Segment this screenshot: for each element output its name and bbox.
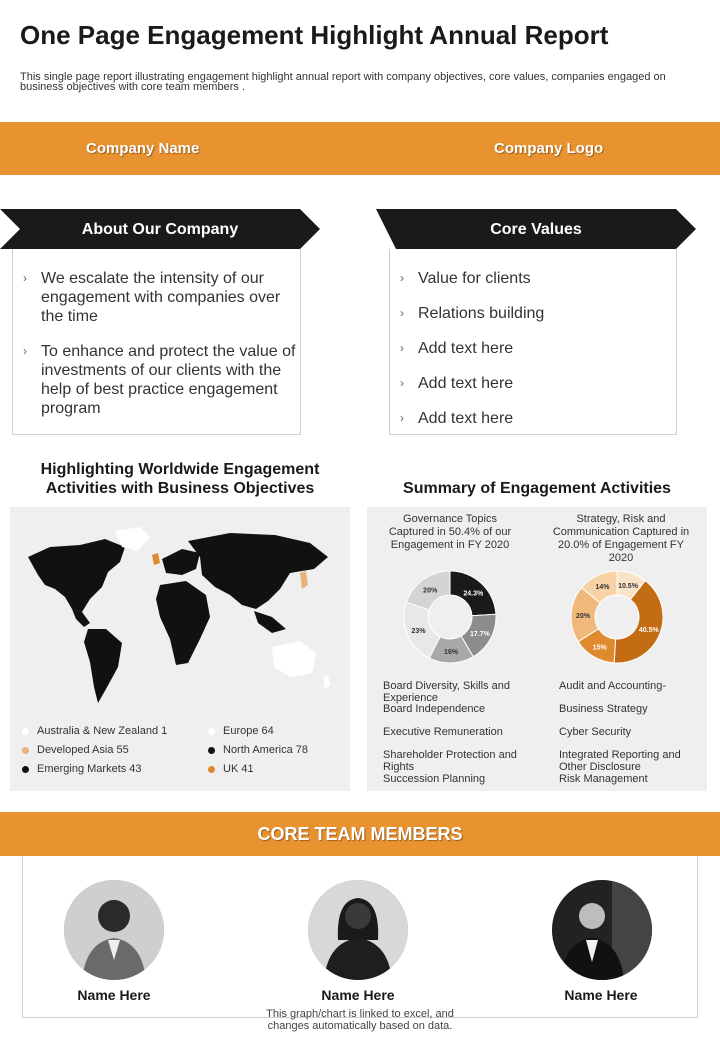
chevron-right-icon: › (23, 344, 27, 358)
donut2-legend-item: Integrated Reporting and Other Disclosure (559, 749, 681, 773)
world-map (10, 517, 350, 717)
chevron-right-icon: › (400, 411, 404, 425)
donut-chart-governance (400, 567, 500, 667)
summary-panel (367, 507, 707, 791)
core-values-box (389, 249, 677, 435)
avatar (64, 880, 164, 980)
about-header (0, 209, 320, 249)
map-section-title: Highlighting Worldwide Engagement Activities with Business Objectives (40, 461, 320, 497)
donut-slice-label: 23% (411, 627, 426, 635)
chart-footnote: This graph/chart is linked to excel, and changes automatically based on data. (266, 1008, 454, 1032)
donut1-legend-item: Board Independence (383, 703, 486, 715)
donut1-legend-item: Shareholder Protection and Rights (383, 749, 517, 773)
map-legend-item: Developed Asia 55 (22, 744, 129, 756)
core-value-item: › Relations building (400, 305, 545, 322)
donut-slice-label: 24.3% (463, 590, 484, 598)
avatar (308, 880, 408, 980)
donut-slice-label: 10.5% (618, 582, 638, 590)
map-legend-item: Emerging Markets 43 (22, 763, 142, 775)
map-panel (10, 507, 350, 791)
core-value-item: › Add text here (400, 375, 514, 392)
summary-section-title: Summary of Engagement Activities (403, 480, 671, 497)
donut-chart-strategy (567, 567, 667, 667)
donut-slice-label: 15% (592, 644, 607, 652)
core-value-item: › Value for clients (400, 270, 531, 287)
map-legend-item: North America 78 (208, 744, 308, 756)
about-heading: About Our Company (81, 221, 239, 238)
member-name: Name Here (77, 987, 151, 1003)
map-legend-item: UK 41 (208, 763, 254, 775)
donut-slice-label: 20% (423, 587, 438, 595)
chevron-right-icon: › (23, 271, 27, 285)
map-legend-item: Europe 64 (208, 725, 274, 737)
donut2-caption: Strategy, Risk and Communication Captured in 20.0% of Engagement FY 2020 (552, 513, 690, 564)
about-item: › To enhance and protect the value of investments of our clients with the help of best practice engagement program (23, 343, 296, 417)
person-silhouette-icon (552, 880, 652, 980)
company-logo: Company Logo (494, 140, 604, 157)
person-silhouette-icon (308, 880, 408, 980)
chevron-right-icon: › (400, 341, 404, 355)
donut2-legend-item: Business Strategy (559, 703, 648, 715)
page-title: One Page Engagement Highlight Annual Report (20, 20, 609, 50)
donut-slice-label: 14% (595, 584, 610, 592)
member-name: Name Here (564, 987, 638, 1003)
chevron-right-icon: › (400, 271, 404, 285)
donut-slice-label: 17.7% (470, 631, 490, 639)
donut1-legend-item: Executive Remuneration (383, 726, 503, 738)
company-name: Company Name (86, 140, 200, 157)
about-item: › We escalate the intensity of our engagement with companies over the time (23, 270, 281, 325)
donut-slice-label: 40.5% (638, 627, 659, 635)
donut1-legend-item: Board Diversity, Skills and Experience (383, 680, 510, 704)
core-value-item: › Add text here (400, 340, 514, 357)
company-band (0, 122, 720, 175)
team-band (0, 812, 720, 856)
chevron-right-icon: › (400, 306, 404, 320)
core-value-item: › Add text here (400, 410, 514, 427)
page-subtitle: This single page report illustrating engagement highlight annual report with company objectives, core values, companies engaged on business objectives with core team members . (20, 71, 666, 93)
donut1-legend-item: Succession Planning (383, 773, 486, 785)
map-legend-item: Australia & New Zealand 1 (22, 725, 167, 737)
chevron-right-icon: › (400, 376, 404, 390)
about-box (12, 249, 301, 435)
person-silhouette-icon (64, 880, 164, 980)
donut2-legend-item: Risk Management (559, 773, 648, 785)
donut-slice-label: 20% (576, 612, 591, 620)
core-values-header (376, 209, 696, 249)
core-values-heading: Core Values (490, 221, 582, 238)
donut2-legend-item: Audit and Accounting- (559, 680, 667, 692)
member-name: Name Here (321, 987, 395, 1003)
donut-slice-label: 16% (444, 648, 459, 656)
donut2-legend-item: Cyber Security (559, 726, 632, 738)
donut1-caption: Governance Topics Captured in 50.4% of our Engagement in FY 2020 (388, 513, 512, 551)
avatar (552, 880, 652, 980)
team-heading: CORE TEAM MEMBERS (257, 824, 463, 844)
